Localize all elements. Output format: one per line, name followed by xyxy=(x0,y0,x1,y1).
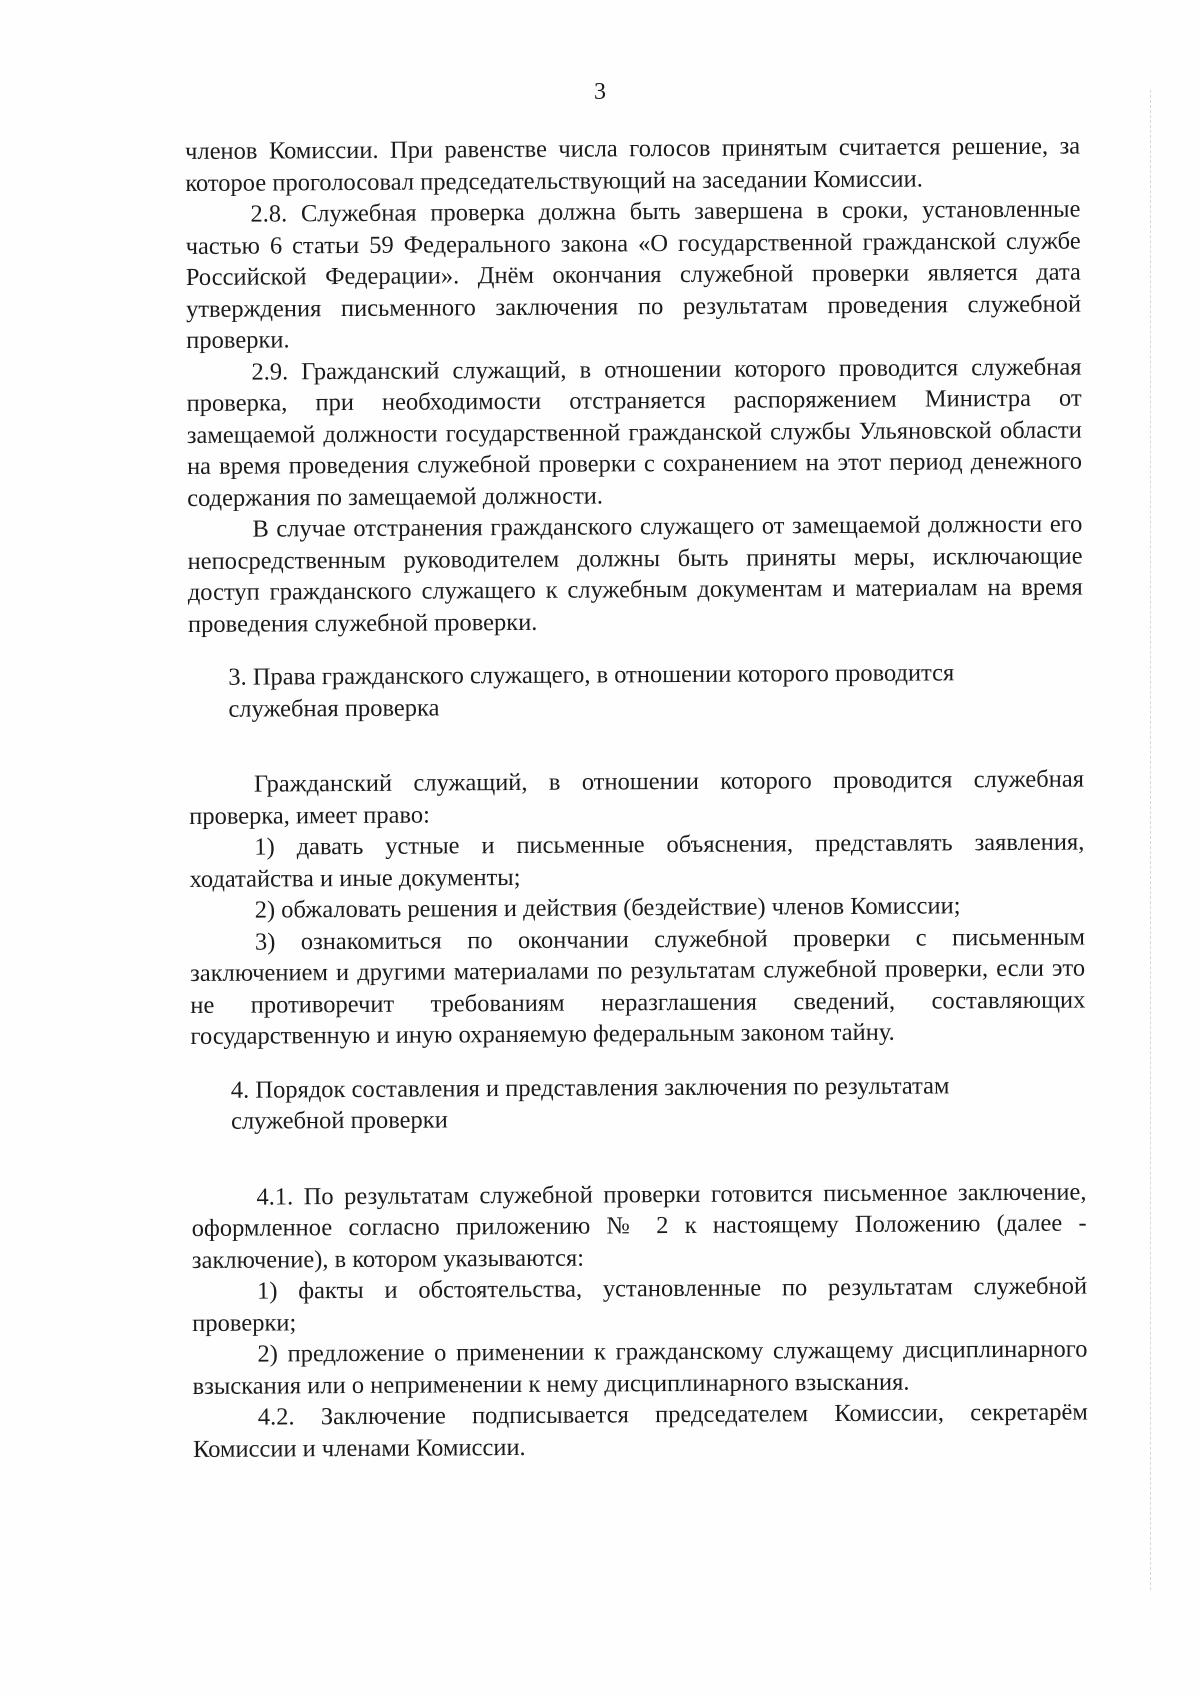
section-4-heading-line-1: 4. Порядок составления и представления заключения по результатам xyxy=(230,1071,950,1104)
paragraph-2-9: 2.9. Гражданский служащий, в отношении которого проводится служебная проверка, при необходимости отстраняется распоряжением Министра от замещаемой должности государственной гражданской службы Ульяновской области на время проведения служебной проверки с сохранением на этот период денежного содержания по замещаемой должности. xyxy=(186,353,1083,512)
paragraph-4-1: 4.1. По результатам служебной проверки готовится письменное заключение, оформленное согласно приложению № 2 к настоящему Положению (далее - заключение), в котором указываются: xyxy=(191,1178,1087,1274)
section-3-intro: Гражданский служащий, в отношении которого проводится служебная проверка, имеет право: xyxy=(189,765,1085,830)
page-number: 3 xyxy=(594,79,606,105)
section-3-heading-line-2: служебная проверка xyxy=(228,693,440,723)
scan-artifact-line xyxy=(1150,90,1151,1590)
paragraph-4-1-item-2: 2) предложение о применении к гражданскому служащему дисциплинарного взыскания или о неприменении к нему дисциплинарного взыскания. xyxy=(192,1335,1088,1400)
section-3-item-3: 3) ознакомиться по окончании служебной проверки с письменным заключением и другими материалами по результатам служебной проверки, если это не противоречит требованиям неразглашения сведений, составляющих государственную и иную охраняемую федеральным законом тайну. xyxy=(190,923,1086,1050)
paragraph-suspension: В случае отстранения гражданского служащего от замещаемой должности его непосредственным руководителем должны быть приняты меры, исключающие доступ гражданского служащего к служебным документам и материалам на время проведения служебной проверки. xyxy=(187,510,1083,638)
paragraph-2-8: 2.8. Служебная проверка должна быть завершена в сроки, установленные частью 6 статьи 59 Федерального закона «О государственной гражданской службе Российской Федерации». Днём окончания служебной проверки является дата утверждения письменного заключения по результатам проведения служебной проверки. xyxy=(185,195,1082,354)
section-4-heading-line-2: служебной проверки xyxy=(230,1106,448,1135)
section-3-item-1: 1) давать устные и письменные объяснения, представлять заявления, ходатайства и иные документы; xyxy=(189,828,1085,893)
section-3-item-2: 2) обжаловать решения и действия (бездействие) членов Комиссии; xyxy=(254,892,961,924)
section-3-heading-line-1: 3. Права гражданского служащего, в отношении которого проводится xyxy=(228,659,955,691)
paragraph-4-2: 4.2. Заключение подписывается председателем Комиссии, секретарём Комиссии и членами Комиссии. xyxy=(192,1398,1088,1463)
paragraph-4-1-item-1: 1) факты и обстоятельства, установленные по результатам служебной проверки; xyxy=(192,1272,1088,1337)
paragraph-2-7-end: членов Комиссии. При равенстве числа голосов принятым считается решение, за которое проголосовал председательствующий на заседании Комиссии. xyxy=(185,132,1081,197)
document-body xyxy=(185,131,1088,1465)
